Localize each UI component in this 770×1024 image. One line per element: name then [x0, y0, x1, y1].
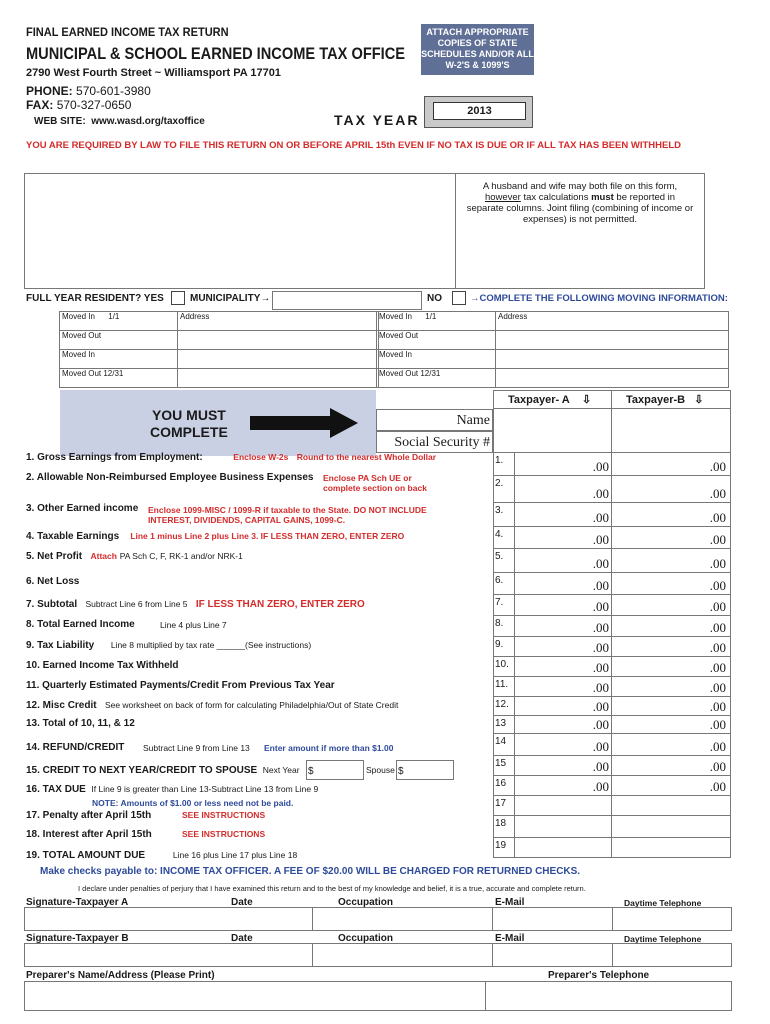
- moving-cell: Moved Out: [60, 331, 178, 350]
- date-label: Date: [231, 933, 253, 944]
- taxpayer-b-amount[interactable]: [612, 796, 731, 816]
- line-number: 13: [493, 716, 515, 734]
- line-label: 14. REFUND/CREDIT Subtract Line 9 from Line 13 Enter amount if more than $1.00: [26, 742, 394, 753]
- line-number: 1.: [493, 453, 515, 476]
- tax-year-value[interactable]: 2013: [433, 102, 526, 120]
- phone-b-input[interactable]: [612, 944, 731, 966]
- line-label: 9. Tax Liability Line 8 multiplied by tax rate ______(See instructions): [26, 640, 312, 651]
- line-label: 4. Taxable Earnings Line 1 minus Line 2 plus Line 3. IF LESS THAN ZERO, ENTER ZERO: [26, 531, 405, 542]
- signature-a-input[interactable]: [25, 908, 313, 930]
- line-number: 2.: [493, 476, 515, 503]
- resident-yes-checkbox[interactable]: [171, 291, 185, 305]
- address-cell[interactable]: [496, 331, 729, 350]
- line-number: 5.: [493, 549, 515, 573]
- line-label: 13. Total of 10, 11, & 12: [26, 718, 135, 729]
- signature-a-row: [24, 907, 732, 931]
- line-label: 10. Earned Income Tax Withheld: [26, 660, 179, 671]
- taxpayer-a-amount[interactable]: .00: [515, 756, 612, 776]
- line-number: 4.: [493, 527, 515, 549]
- taxpayer-b-header: Taxpayer-B ⇩: [611, 390, 731, 409]
- line-number: 8.: [493, 616, 515, 637]
- date-label: Date: [231, 897, 253, 908]
- line-number: 6.: [493, 573, 515, 595]
- office-address: 2790 West Fourth Street ~ Williamsport PA 17701: [26, 67, 281, 79]
- dollar-sign: $: [308, 766, 314, 777]
- preparer-row: [24, 981, 732, 1011]
- taxpayer-b-amount[interactable]: .00: [612, 697, 731, 716]
- taxpayer-b-amount[interactable]: .00: [612, 595, 731, 616]
- down-arrow-icon: ⇩: [581, 394, 592, 406]
- taxpayer-a-amount[interactable]: .00: [515, 476, 612, 503]
- resident-no-label: NO: [427, 293, 442, 304]
- next-year-credit-input[interactable]: [306, 760, 364, 780]
- moving-cell: Moved Out 12/31: [377, 369, 496, 388]
- taxpayer-b-amount[interactable]: .00: [612, 657, 731, 677]
- line-number: 12.: [493, 697, 515, 716]
- signature-a-label: Signature-Taxpayer A: [26, 897, 129, 908]
- occupation-label: Occupation: [338, 897, 394, 908]
- moving-cell: Moved In 1/1: [377, 312, 496, 331]
- municipality-input[interactable]: [272, 291, 422, 310]
- line-label: 7. Subtotal Subtract Line 6 from Line 5 IF LESS THAN ZERO, ENTER ZERO: [26, 599, 365, 610]
- office-name: MUNICIPAL & SCHOOL EARNED INCOME TAX OFFICE: [26, 44, 406, 63]
- taxpayer-a-amount[interactable]: .00: [515, 595, 612, 616]
- you-must-complete-text: YOU MUST COMPLETE: [150, 407, 228, 440]
- moving-table-left: [59, 311, 379, 388]
- line-label: 11. Quarterly Estimated Payments/Credit From Previous Tax Year: [26, 680, 335, 691]
- taxpayer-a-header: Taxpayer- A ⇩: [493, 390, 612, 409]
- line-label: 18. Interest after April 15th SEE INSTRUCTIONS: [26, 829, 266, 840]
- full-year-resident-label: FULL YEAR RESIDENT? YES: [26, 293, 164, 304]
- form-title: FINAL EARNED INCOME TAX RETURN: [26, 25, 229, 39]
- taxpayer-b-amount[interactable]: .00: [612, 637, 731, 657]
- line-number: 16: [493, 776, 515, 796]
- taxpayer-a-amount[interactable]: .00: [515, 734, 612, 756]
- taxpayer-b-amount[interactable]: .00: [612, 756, 731, 776]
- line-label: 6. Net Loss: [26, 576, 80, 587]
- line-label: 3. Other Earned income Enclose 1099-MISC / 1099-R if taxable to the State. DO NOT INCLUDE INTEREST, DIVIDENDS, CAPITAL GAINS, 1099-C.: [26, 503, 427, 525]
- preparer-label: Preparer's Name/Address (Please Print): [26, 970, 215, 981]
- daytime-phone-label: Daytime Telephone: [624, 934, 702, 944]
- joint-filing-note: A husband and wife may both file on this form, however tax calculations must be reported in separate columns. Joint filing (combining of income or expenses) is not permitted.: [456, 173, 705, 289]
- line-number: 3.: [493, 503, 515, 527]
- taxpayer-b-amount[interactable]: .00: [612, 776, 731, 796]
- signature-b-input[interactable]: [25, 944, 313, 966]
- line-label: 17. Penalty after April 15th SEE INSTRUCTIONS NOTE: Amounts of $1.00 or less need not be paid.: [26, 798, 294, 821]
- signature-b-label: Signature-Taxpayer B: [26, 933, 129, 944]
- address-cell[interactable]: [178, 331, 379, 350]
- taxpayer-a-amount[interactable]: .00: [515, 677, 612, 697]
- moving-cell: Moved In 1/1: [60, 312, 178, 331]
- address-cell[interactable]: [496, 350, 729, 369]
- phone: PHONE: 570-601-3980: [26, 84, 151, 98]
- moving-cell: Moved In: [377, 350, 496, 369]
- phone-a-input[interactable]: [612, 908, 731, 930]
- line-number: 10.: [493, 657, 515, 677]
- line-number: 18: [493, 816, 515, 838]
- taxpayer-a-amount[interactable]: .00: [515, 573, 612, 595]
- name-label: Name: [376, 409, 493, 431]
- checks-payable-notice: Make checks payable to: INCOME TAX OFFICER. A FEE OF $20.00 WILL BE CHARGED FOR RETURNED CHECKS.: [40, 866, 581, 877]
- taxpayer-a-amount[interactable]: .00: [515, 527, 612, 549]
- line-number: 11.: [493, 677, 515, 697]
- you-must-complete-panel: [60, 390, 376, 456]
- taxpayer-a-amount[interactable]: .00: [515, 716, 612, 734]
- taxpayer-b-amount[interactable]: .00: [612, 453, 731, 476]
- right-arrow-icon: [250, 408, 360, 438]
- taxpayer-b-amount[interactable]: .00: [612, 527, 731, 549]
- taxpayer-b-name-ssn-input[interactable]: [611, 409, 731, 453]
- line-number: 9.: [493, 637, 515, 657]
- dollar-sign: $: [398, 766, 404, 777]
- taxpayer-a-amount[interactable]: .00: [515, 503, 612, 527]
- taxpayer-b-amount[interactable]: [612, 838, 731, 858]
- taxpayer-b-amount[interactable]: .00: [612, 476, 731, 503]
- taxpayer-a-amount[interactable]: [515, 796, 612, 816]
- taxpayer-b-amount[interactable]: .00: [612, 503, 731, 527]
- tax-year-label: TAX YEAR: [334, 112, 420, 128]
- taxpayer-a-name-ssn-input[interactable]: [493, 409, 612, 453]
- email-a-input[interactable]: [492, 908, 613, 930]
- line-label: 16. TAX DUE If Line 9 is greater than Line 13-Subtract Line 13 from Line 9: [26, 784, 319, 795]
- taxpayer-a-amount[interactable]: .00: [515, 697, 612, 716]
- address-cell[interactable]: [496, 369, 729, 388]
- attach-notice: ATTACH APPROPRIATE COPIES OF STATE SCHEDULES AND/OR ALL W-2'S & 1099'S: [421, 24, 534, 75]
- taxpayer-a-amount[interactable]: [515, 816, 612, 838]
- taxpayer-a-amount[interactable]: .00: [515, 616, 612, 637]
- line-label: 12. Misc Credit See worksheet on back of form for calculating Philadelphia/Out of State Credit: [26, 700, 399, 711]
- email-b-input[interactable]: [492, 944, 613, 966]
- daytime-phone-label: Daytime Telephone: [624, 898, 702, 908]
- down-arrow-icon: ⇩: [694, 394, 704, 406]
- line-number: 19: [493, 838, 515, 858]
- line-label: 19. TOTAL AMOUNT DUE Line 16 plus Line 17 plus Line 18: [26, 850, 298, 861]
- moving-table-right: [376, 311, 729, 388]
- line-number: 14: [493, 734, 515, 756]
- taxpayer-a-amount[interactable]: .00: [515, 549, 612, 573]
- line-number: 17: [493, 796, 515, 816]
- law-notice: YOU ARE REQUIRED BY LAW TO FILE THIS RETURN ON OR BEFORE APRIL 15th EVEN IF NO TAX IS DUE OR IF ALL TAX HAS BEEN WITHHELD: [26, 140, 682, 151]
- resident-no-checkbox[interactable]: [452, 291, 466, 305]
- address-cell[interactable]: Address: [496, 312, 729, 331]
- preparer-input[interactable]: [25, 982, 486, 1010]
- moving-cell: Moved In: [60, 350, 178, 369]
- moving-cell: Moved Out 12/31: [60, 369, 178, 388]
- line-label: 1. Gross Earnings from Employment: Enclose W-2s Round to the nearest Whole Dollar: [26, 452, 437, 463]
- line-label: 2. Allowable Non-Reimbursed Employee Business Expenses Enclose PA Sch UE or complete section on back: [26, 472, 427, 493]
- line-number: 7.: [493, 595, 515, 616]
- signature-b-row: [24, 943, 732, 967]
- line-label: 8. Total Earned Income Line 4 plus Line 7: [26, 619, 227, 630]
- taxpayer-b-amount[interactable]: .00: [612, 716, 731, 734]
- line-label: 15. CREDIT TO NEXT YEAR/CREDIT TO SPOUSE Next Year: [26, 765, 300, 776]
- address-cell[interactable]: [178, 350, 379, 369]
- taxpayer-a-amount[interactable]: .00: [515, 776, 612, 796]
- moving-info-label: →COMPLETE THE FOLLOWING MOVING INFORMATION:: [470, 293, 728, 304]
- address-cell[interactable]: [178, 369, 379, 388]
- taxpayer-a-amount[interactable]: .00: [515, 453, 612, 476]
- occupation-label: Occupation: [338, 933, 394, 944]
- taxpayer-b-amount[interactable]: .00: [612, 677, 731, 697]
- taxpayer-a-amount[interactable]: .00: [515, 637, 612, 657]
- occupation-a-input[interactable]: [312, 908, 493, 930]
- line-label: 5. Net Profit Attach PA Sch C, F, RK-1 and/or NRK-1: [26, 551, 243, 562]
- moving-cell: Moved Out: [377, 331, 496, 350]
- municipality-label: MUNICIPALITY→: [190, 293, 271, 304]
- declaration: I declare under penalties of perjury that I have examined this return and to the best of my knowledge and belief, it is a true, accurate and complete return.: [78, 884, 586, 893]
- taxpayer-a-amount[interactable]: [515, 838, 612, 858]
- email-label: E-Mail: [495, 933, 525, 944]
- website: WEB SITE: www.wasd.org/taxoffice: [34, 116, 205, 127]
- preparer-phone-label: Preparer's Telephone: [548, 970, 650, 981]
- preparer-phone-input[interactable]: [485, 982, 731, 1010]
- tax-year-box: [424, 96, 533, 128]
- spouse-label: Spouse: [366, 765, 395, 775]
- taxpayer-b-amount[interactable]: [612, 816, 731, 838]
- occupation-b-input[interactable]: [312, 944, 493, 966]
- taxpayer-b-amount[interactable]: .00: [612, 616, 731, 637]
- spouse-credit-input[interactable]: [396, 760, 454, 780]
- ssn-label: Social Security #: [376, 431, 493, 453]
- address-cell[interactable]: Address: [178, 312, 379, 331]
- taxpayer-b-amount[interactable]: .00: [612, 573, 731, 595]
- line-number: 15: [493, 756, 515, 776]
- email-label: E-Mail: [495, 897, 525, 908]
- name-address-box[interactable]: [24, 173, 456, 289]
- taxpayer-b-amount[interactable]: .00: [612, 549, 731, 573]
- taxpayer-a-amount[interactable]: .00: [515, 657, 612, 677]
- fax: FAX: 570-327-0650: [26, 98, 132, 112]
- taxpayer-b-amount[interactable]: .00: [612, 734, 731, 756]
